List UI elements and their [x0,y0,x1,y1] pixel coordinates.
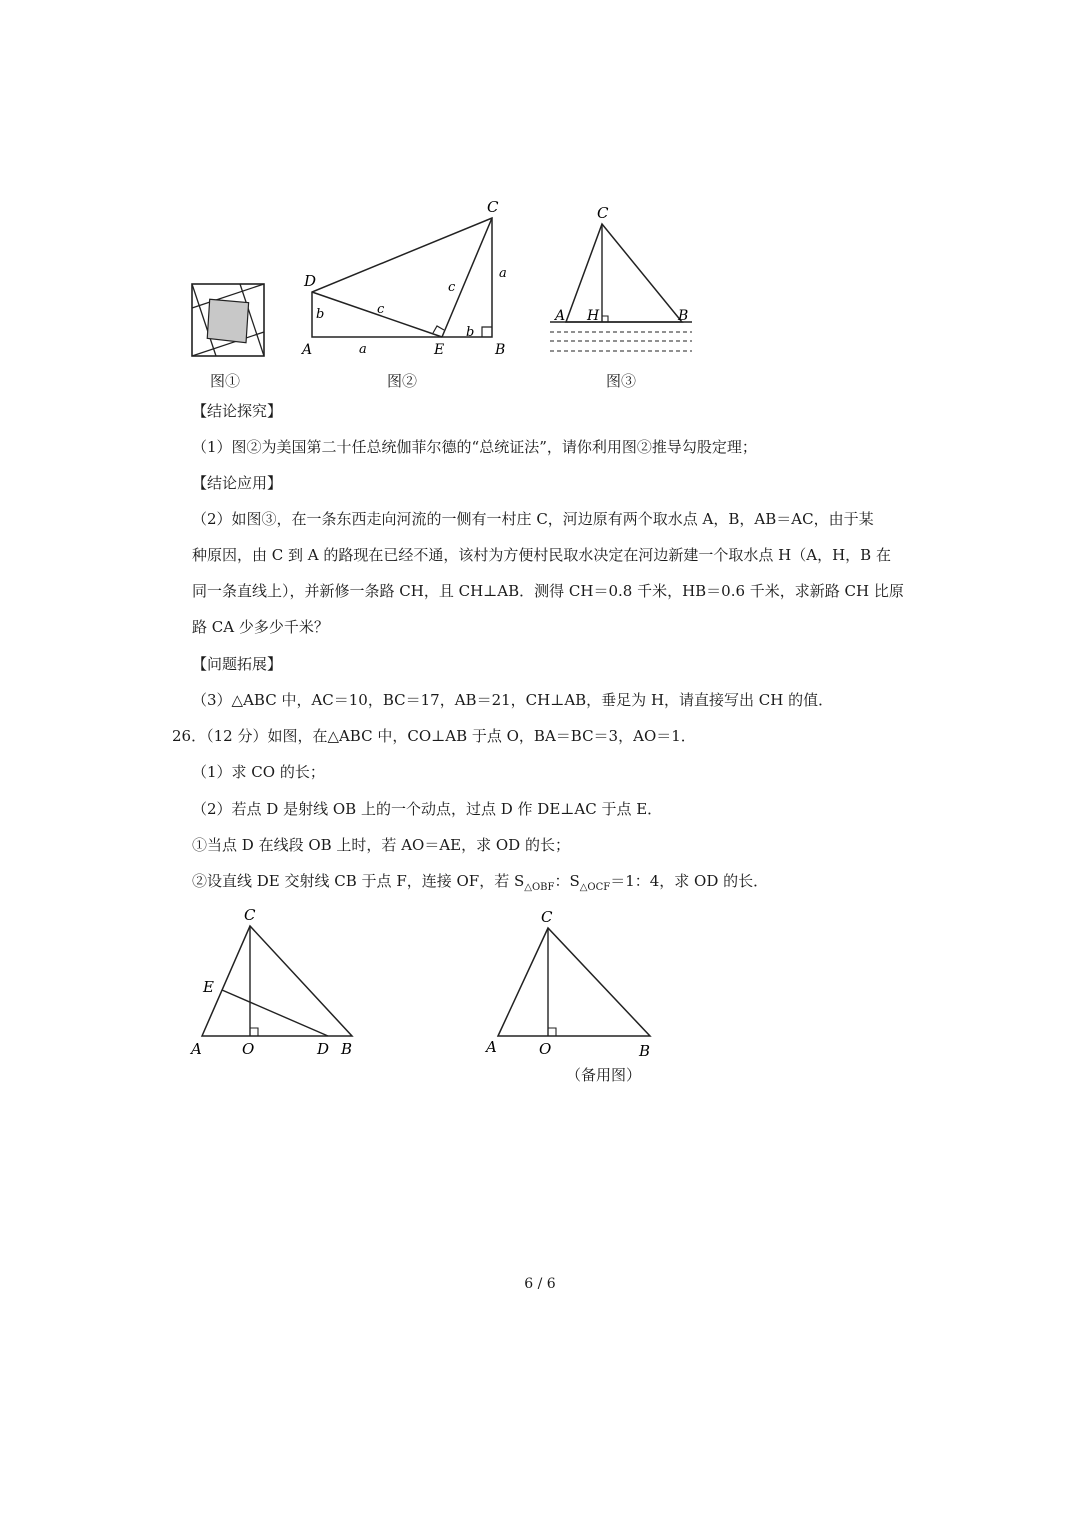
q26-fig1-label-C: C [244,906,256,924]
fig2-label-E: E [434,342,445,358]
question-26-figure-backup [484,904,664,1064]
fig2-label-D: D [304,272,317,290]
q26-fig1-label-A: A [191,1040,202,1058]
fig3-label-H: H [587,308,600,324]
figure-2-caption: 图② [387,372,418,390]
fig2-label-b-bottom: b [466,325,475,340]
question-part-2-line-3: 同一条直线上），并新修一条路 CH，且 CH⊥AB．测得 CH＝0.8 千米，HB＝0.6 千米，求新路 CH 比原 [192,582,904,600]
q26-2b-sub-ocf: △OCF [579,882,611,893]
fig3-label-A: A [555,308,566,324]
question-26-figure-main [186,904,366,1064]
figure-1-caption: 图① [210,372,241,390]
fig2-label-c-left: c [377,302,385,317]
backup-figure-caption: （备用图） [566,1066,642,1084]
q26-fig1-label-B: B [341,1040,353,1058]
q26-fig2-label-O: O [539,1040,552,1058]
q26-fig1-label-D: D [317,1040,330,1058]
section-heading-problem-extend: 【问题拓展】 [192,655,283,673]
question-26-part-1: （1）求 CO 的长； [192,763,325,781]
section-heading-conclusion-apply: 【结论应用】 [192,474,283,492]
question-26-part-2b [192,872,768,897]
question-26-part-2a: ①当点 D 在线段 OB 上时，若 AO＝AE，求 OD 的长； [192,836,570,854]
q26-2b-pre: ②设直线 DE 交射线 CB 于点 F，连接 OF，若 S [192,872,525,890]
q26-fig2-label-A: A [486,1038,497,1056]
section-heading-conclusion-explore: 【结论探究】 [192,402,283,420]
question-part-1: （1）图②为美国第二十任总统伽菲尔德的“总统证法”，请你利用图②推导勾股定理； [192,438,757,456]
figure-2-trapezoid [296,196,516,366]
figure-1-square [186,278,270,362]
fig2-label-c-right: c [448,280,456,295]
question-part-2-line-1: （2）如图③，在一条东西走向河流的一侧有一村庄 C，河边原有两个取水点 A，B，AB＝AC，由于某 [192,510,874,528]
fig2-label-a-bottom: a [359,342,367,357]
question-part-2-line-4: 路 CA 少多少千米？ [192,618,329,636]
fig2-label-C: C [487,198,499,216]
q26-fig2-label-C: C [541,908,553,926]
fig3-label-B: B [678,308,689,324]
fig2-label-A: A [302,342,313,358]
q26-2b-post: ＝1：4，求 OD 的长． [610,872,769,890]
fig2-label-b-left: b [316,307,325,322]
q26-fig1-label-O: O [242,1040,255,1058]
q26-2b-mid: ：S [554,872,580,890]
q26-fig2-label-B: B [639,1042,651,1060]
question-part-3: （3）△ABC 中，AC＝10，BC＝17，AB＝21，CH⊥AB，垂足为 H，请直接写出 CH 的值． [192,691,834,709]
fig2-label-a-right: a [499,266,507,281]
fig2-label-B: B [495,342,506,358]
fig3-label-C: C [597,204,609,222]
question-26-part-2: （2）若点 D 是射线 OB 上的一个动点，过点 D 作 DE⊥AC 于点 E． [192,800,663,818]
figure-3-caption: 图③ [606,372,637,390]
q26-2b-sub-obf: △OBF [524,882,555,893]
question-26-stem: 26．（12 分）如图，在△ABC 中，CO⊥AB 于点 O，BA＝BC＝3，AO＝1． [172,727,696,745]
page-number: 6 / 6 [524,1276,556,1292]
figure-3-river [546,200,696,360]
question-part-2-line-2: 种原因，由 C 到 A 的路现在已经不通，该村为方便村民取水决定在河边新建一个取水点 H（A，H，B 在 [192,546,891,564]
q26-fig1-label-E: E [203,978,214,996]
